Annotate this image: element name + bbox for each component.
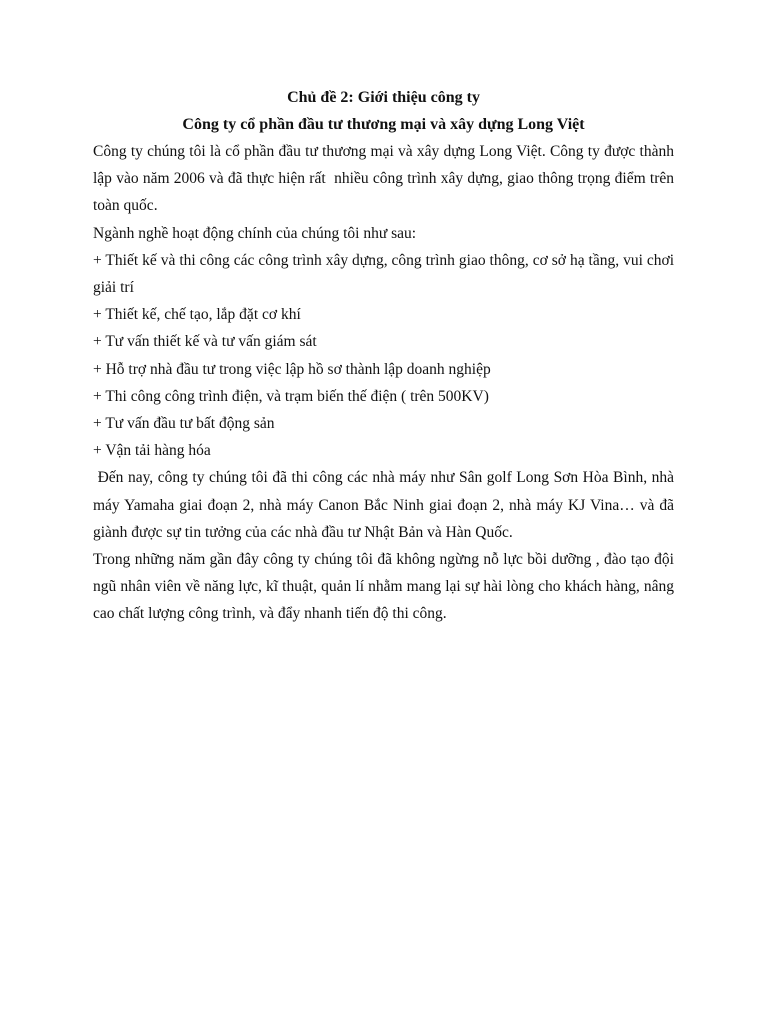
intro-paragraph: Công ty chúng tôi là cổ phần đầu tư thương mại và xây dựng Long Việt. Công ty được thành lập vào năm 2006 và đã thực hiện rất nhiều công trình xây dựng, giao thông trọng điểm trên toàn quốc. [93,143,678,215]
activity-item: + Thiết kế, chế tạo, lắp đặt cơ khí [93,306,301,324]
activity-item: + Vận tải hàng hóa [93,442,211,460]
activity-item: + Tư vấn đầu tư bất động sản [93,415,275,433]
activity-item: + Thi công công trình điện, và trạm biến thế điện ( trên 500KV) [93,387,489,405]
activities-intro: Ngành nghề hoạt động chính của chúng tôi như sau: [93,224,417,242]
company-name-heading: Công ty cổ phần đầu tư thương mại và xây dựng Long Việt [182,116,585,133]
page-heading: Chủ đề 2: Giới thiệu công ty [287,89,480,106]
projects-paragraph: Đến nay, công ty chúng tôi đã thi công các nhà máy như Sân golf Long Sơn Hòa Bình, nhà máy Yamaha giai đoạn 2, nhà máy Canon Bắc Ninh giai đoạn 2, nhà máy KJ Vina… và đã giành được sự tin tưởng của các nhà đầu tư Nhật Bản và Hàn Quốc. [93,469,678,541]
activity-item: + Thiết kế và thi công các công trình xây dựng, công trình giao thông, cơ sở hạ tầng, vui chơi giải trí [93,251,678,297]
document-body [93,84,678,628]
activity-item: + Tư vấn thiết kế và tư vấn giám sát [93,333,317,351]
activity-item: + Hỗ trợ nhà đầu tư trong việc lập hồ sơ thành lập doanh nghiệp [93,360,491,378]
closing-paragraph: Trong những năm gần đây công ty chúng tôi đã không ngừng nỗ lực bồi dưỡng , đào tạo đội ngũ nhân viên về năng lực, kĩ thuật, quản lí nhằm mang lại sự hài lòng cho khách hàng, nâng cao chất lượng công trình, và đẩy nhanh tiến độ thi công. [93,551,678,623]
